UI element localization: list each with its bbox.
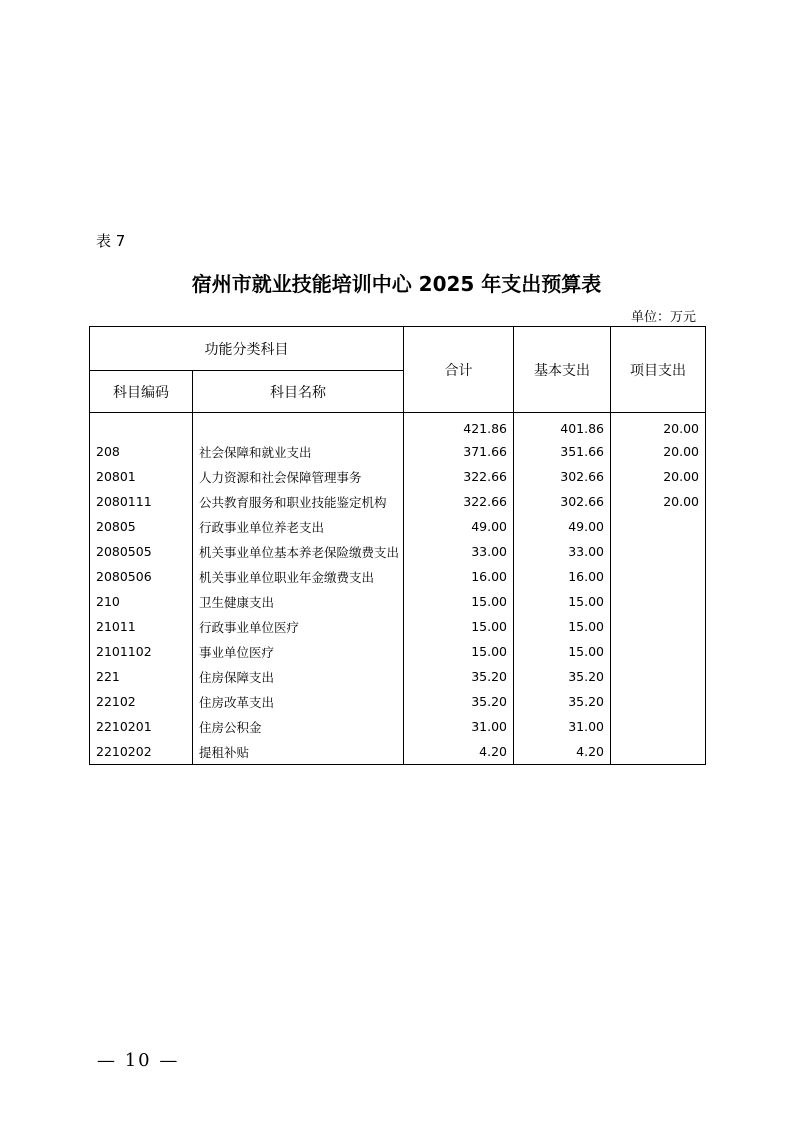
table-row bbox=[90, 739, 706, 765]
cell-basic: 302.66 bbox=[514, 489, 611, 514]
cell-code: 221 bbox=[90, 664, 193, 689]
cell-basic: 35.20 bbox=[514, 689, 611, 714]
table-row bbox=[90, 464, 706, 489]
cell-code: 2080111 bbox=[90, 489, 193, 514]
table-body bbox=[90, 413, 706, 765]
cell-basic: 15.00 bbox=[514, 639, 611, 664]
cell-code: 21011 bbox=[90, 614, 193, 639]
cell-basic: 351.66 bbox=[514, 439, 611, 464]
cell-basic: 15.00 bbox=[514, 589, 611, 614]
cell-project: 20.00 bbox=[611, 413, 706, 440]
cell-name: 事业单位医疗 bbox=[193, 639, 404, 664]
header-name: 科目名称 bbox=[193, 371, 404, 413]
cell-total: 35.20 bbox=[404, 689, 514, 714]
table-row bbox=[90, 664, 706, 689]
cell-total: 322.66 bbox=[404, 464, 514, 489]
table-row bbox=[90, 689, 706, 714]
table-row bbox=[90, 714, 706, 739]
cell-project bbox=[611, 539, 706, 564]
table-row bbox=[90, 413, 706, 440]
table-row bbox=[90, 514, 706, 539]
cell-project bbox=[611, 614, 706, 639]
cell-basic: 4.20 bbox=[514, 739, 611, 765]
cell-code: 20801 bbox=[90, 464, 193, 489]
cell-total: 15.00 bbox=[404, 639, 514, 664]
cell-name: 住房公积金 bbox=[193, 714, 404, 739]
cell-name: 提租补贴 bbox=[193, 739, 404, 765]
cell-code: 2080506 bbox=[90, 564, 193, 589]
header-code: 科目编码 bbox=[90, 371, 193, 413]
cell-name bbox=[193, 413, 404, 440]
cell-project bbox=[611, 514, 706, 539]
cell-project bbox=[611, 564, 706, 589]
cell-basic: 35.20 bbox=[514, 664, 611, 689]
table-row bbox=[90, 589, 706, 614]
cell-name: 卫生健康支出 bbox=[193, 589, 404, 614]
cell-code: 210 bbox=[90, 589, 193, 614]
cell-name: 公共教育服务和职业技能鉴定机构 bbox=[193, 489, 404, 514]
cell-project: 20.00 bbox=[611, 464, 706, 489]
cell-code: 2210201 bbox=[90, 714, 193, 739]
table-row bbox=[90, 539, 706, 564]
table-row bbox=[90, 639, 706, 664]
cell-total: 322.66 bbox=[404, 489, 514, 514]
cell-total: 49.00 bbox=[404, 514, 514, 539]
cell-name: 行政事业单位医疗 bbox=[193, 614, 404, 639]
cell-total: 15.00 bbox=[404, 589, 514, 614]
cell-project bbox=[611, 689, 706, 714]
cell-basic: 33.00 bbox=[514, 539, 611, 564]
cell-basic: 401.86 bbox=[514, 413, 611, 440]
cell-total: 4.20 bbox=[404, 739, 514, 765]
cell-basic: 31.00 bbox=[514, 714, 611, 739]
page-title: 宿州市就业技能培训中心 2025 年支出预算表 bbox=[191, 272, 602, 296]
cell-code: 2210202 bbox=[90, 739, 193, 765]
cell-total: 33.00 bbox=[404, 539, 514, 564]
cell-name: 行政事业单位养老支出 bbox=[193, 514, 404, 539]
cell-code: 2080505 bbox=[90, 539, 193, 564]
cell-total: 31.00 bbox=[404, 714, 514, 739]
cell-total: 371.66 bbox=[404, 439, 514, 464]
table-row bbox=[90, 439, 706, 464]
cell-code: 208 bbox=[90, 439, 193, 464]
table-row bbox=[90, 564, 706, 589]
cell-name: 社会保障和就业支出 bbox=[193, 439, 404, 464]
page-number: — 10 — bbox=[97, 1050, 180, 1071]
cell-basic: 302.66 bbox=[514, 464, 611, 489]
cell-total: 15.00 bbox=[404, 614, 514, 639]
cell-code: 22102 bbox=[90, 689, 193, 714]
cell-name: 人力资源和社会保障管理事务 bbox=[193, 464, 404, 489]
budget-table bbox=[89, 326, 706, 765]
cell-basic: 49.00 bbox=[514, 514, 611, 539]
cell-project: 20.00 bbox=[611, 439, 706, 464]
cell-project bbox=[611, 639, 706, 664]
cell-code bbox=[90, 413, 193, 440]
cell-project bbox=[611, 664, 706, 689]
cell-basic: 16.00 bbox=[514, 564, 611, 589]
cell-project bbox=[611, 589, 706, 614]
header-total: 合计 bbox=[404, 327, 514, 413]
cell-total: 421.86 bbox=[404, 413, 514, 440]
cell-total: 16.00 bbox=[404, 564, 514, 589]
cell-project bbox=[611, 714, 706, 739]
cell-code: 2101102 bbox=[90, 639, 193, 664]
cell-basic: 15.00 bbox=[514, 614, 611, 639]
cell-project: 20.00 bbox=[611, 489, 706, 514]
cell-total: 35.20 bbox=[404, 664, 514, 689]
table-row bbox=[90, 614, 706, 639]
cell-name: 住房改革支出 bbox=[193, 689, 404, 714]
table-label: 表 7 bbox=[96, 232, 126, 250]
cell-name: 机关事业单位职业年金缴费支出 bbox=[193, 564, 404, 589]
header-project-expense: 项目支出 bbox=[611, 327, 706, 413]
header-function-category: 功能分类科目 bbox=[90, 327, 404, 371]
cell-project bbox=[611, 739, 706, 765]
cell-code: 20805 bbox=[90, 514, 193, 539]
cell-name: 住房保障支出 bbox=[193, 664, 404, 689]
cell-name: 机关事业单位基本养老保险缴费支出 bbox=[193, 539, 404, 564]
header-basic-expense: 基本支出 bbox=[514, 327, 611, 413]
table-row bbox=[90, 489, 706, 514]
unit-label: 单位：万元 bbox=[630, 310, 696, 325]
